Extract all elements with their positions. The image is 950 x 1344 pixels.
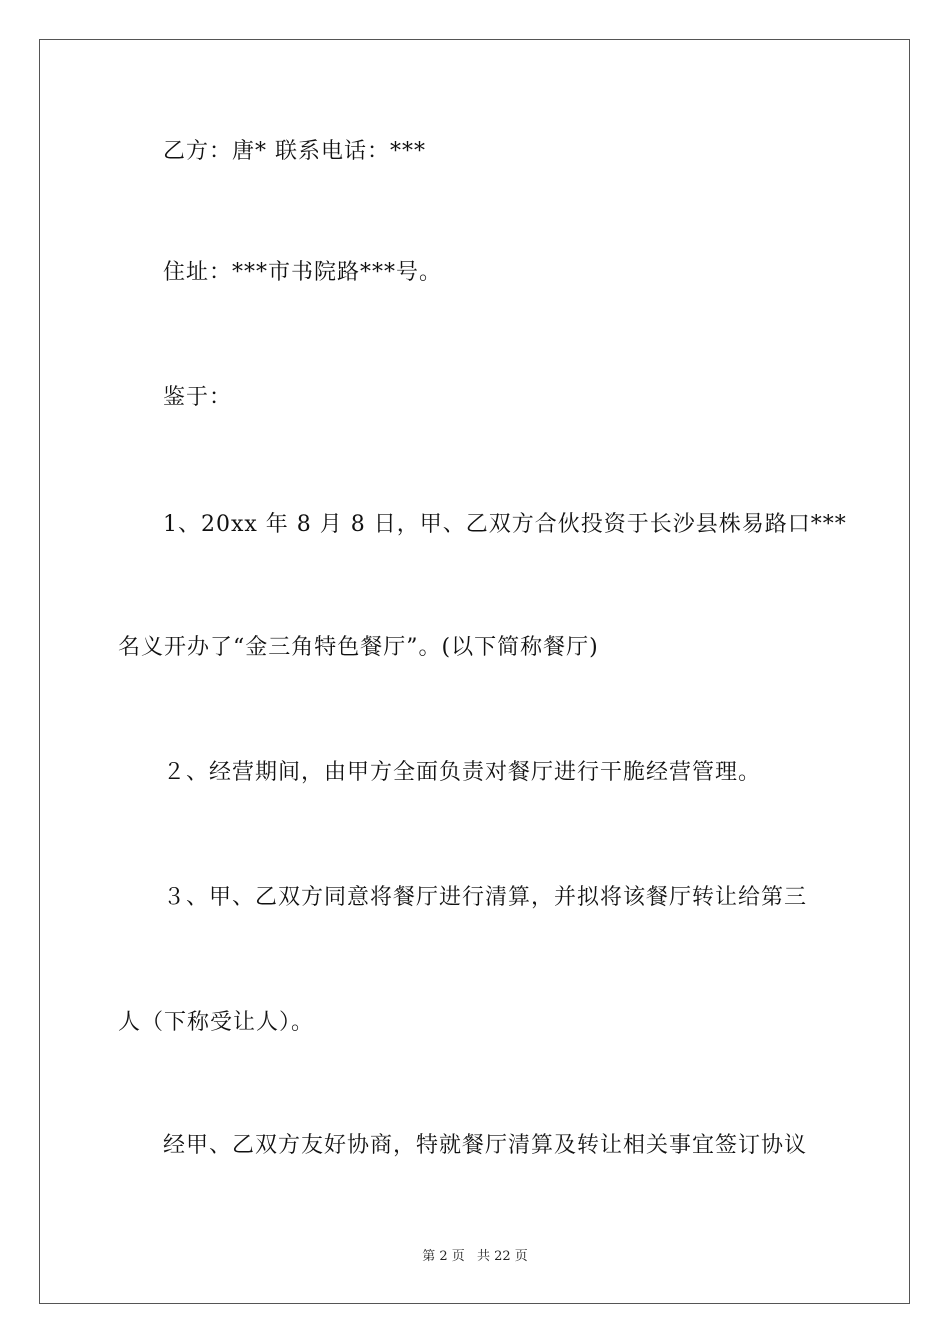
page-frame [39, 39, 910, 1304]
page-number: 第 2 页 [422, 1249, 465, 1264]
agreement-intro-line: 经甲、乙双方友好协商，特就餐厅清算及转让相关事宜签订协议 [163, 1133, 808, 1158]
clause-1-line-2: 名义开办了“金三角特色餐厅”。(以下简称餐厅) [118, 635, 599, 660]
whereas-heading: 鉴于： [163, 385, 233, 410]
page-total: 共 22 页 [476, 1249, 528, 1264]
page-footer [0, 1248, 950, 1266]
clause-3-line-1: ３、甲、乙双方同意将餐厅进行清算，并拟将该餐厅转让给第三 [163, 885, 808, 910]
party-b-line: 乙方：唐* 联系电话：*** [163, 139, 426, 164]
clause-1-line-1: 1、20xx 年 8 月 8 日，甲、乙双方合伙投资于长沙县株易路口*** [163, 512, 847, 537]
clause-2: ２、经营期间，由甲方全面负责对餐厅进行干脆经营管理。 [163, 760, 762, 785]
clause-3-line-2: 人（下称受让人）。 [118, 1010, 315, 1035]
address-line: 住址：***市书院路***号。 [163, 260, 443, 285]
